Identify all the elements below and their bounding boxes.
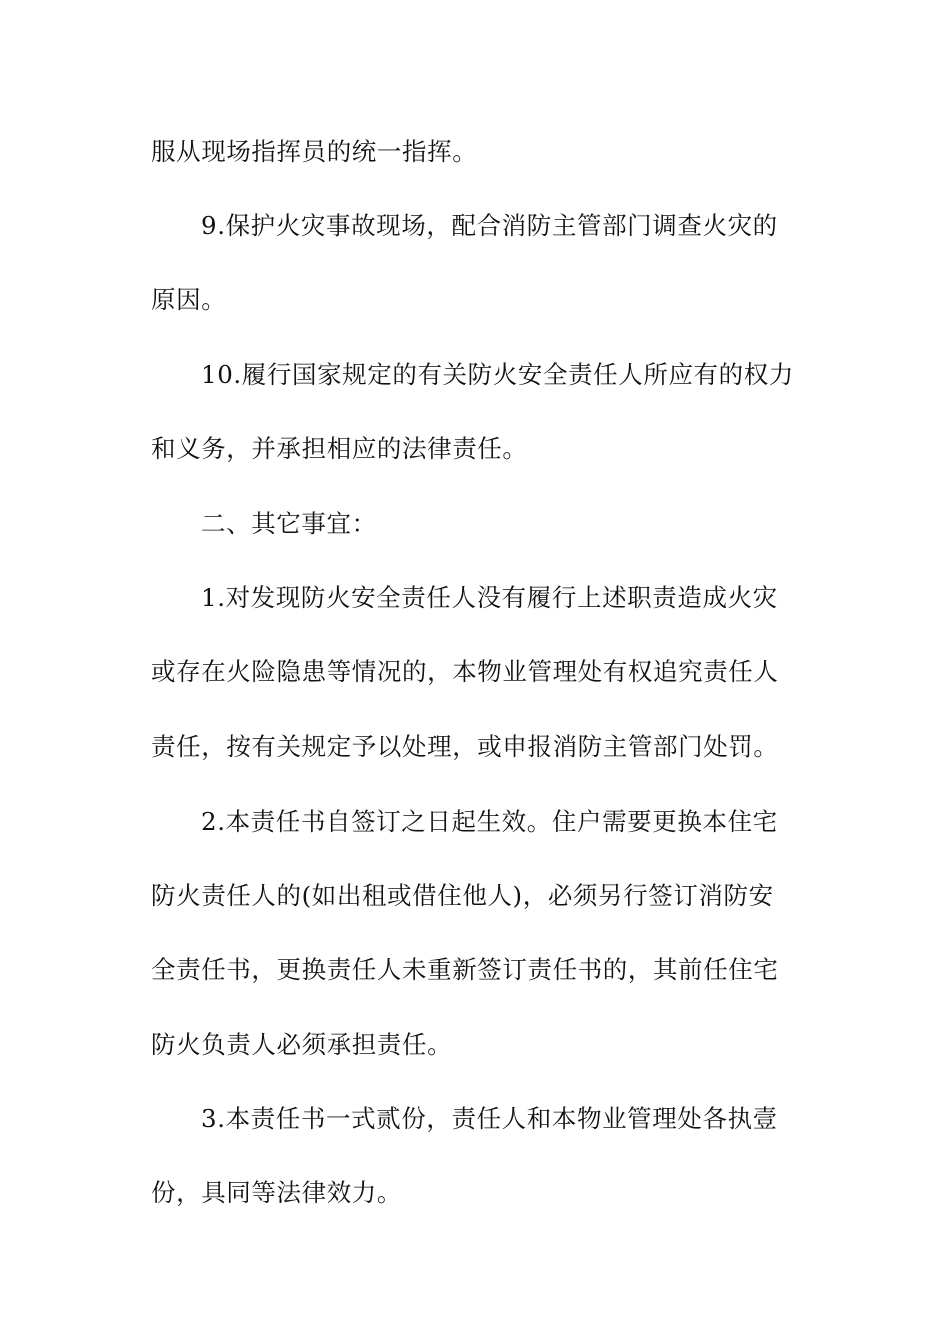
- text-line: 或存在火险隐患等情况的，本物业管理处有权追究责任人: [151, 657, 779, 686]
- text-line: 服从现场指挥员的统一指挥。: [151, 137, 478, 166]
- text-line: 防火负责人必须承担责任。: [151, 1030, 453, 1059]
- text-line: 1.对发现防火安全责任人没有履行上述职责造成火灾: [201, 583, 778, 612]
- text-line: 原因。: [151, 285, 227, 314]
- text-line: 2.本责任书自签订之日起生效。住户需要更换本住宅: [201, 807, 778, 836]
- text-line: 和义务，并承担相应的法律责任。: [151, 434, 528, 463]
- text-line: 10.履行国家规定的有关防火安全责任人所应有的权力: [201, 360, 794, 389]
- text-line: 责任，按有关规定予以处理，或申报消防主管部门处罚。: [151, 732, 779, 761]
- section-heading: 二、其它事宜：: [201, 509, 377, 538]
- text-line: 9.保护火灾事故现场，配合消防主管部门调查火灾的: [201, 211, 778, 240]
- text-line: 3.本责任书一式贰份，责任人和本物业管理处各执壹: [201, 1104, 778, 1133]
- text-line: 防火责任人的(如出租或借住他人)，必须另行签订消防安: [151, 881, 774, 910]
- text-line: 份，具同等法律效力。: [151, 1178, 402, 1207]
- text-line: 全责任书，更换责任人未重新签订责任书的，其前任住宅: [151, 955, 779, 984]
